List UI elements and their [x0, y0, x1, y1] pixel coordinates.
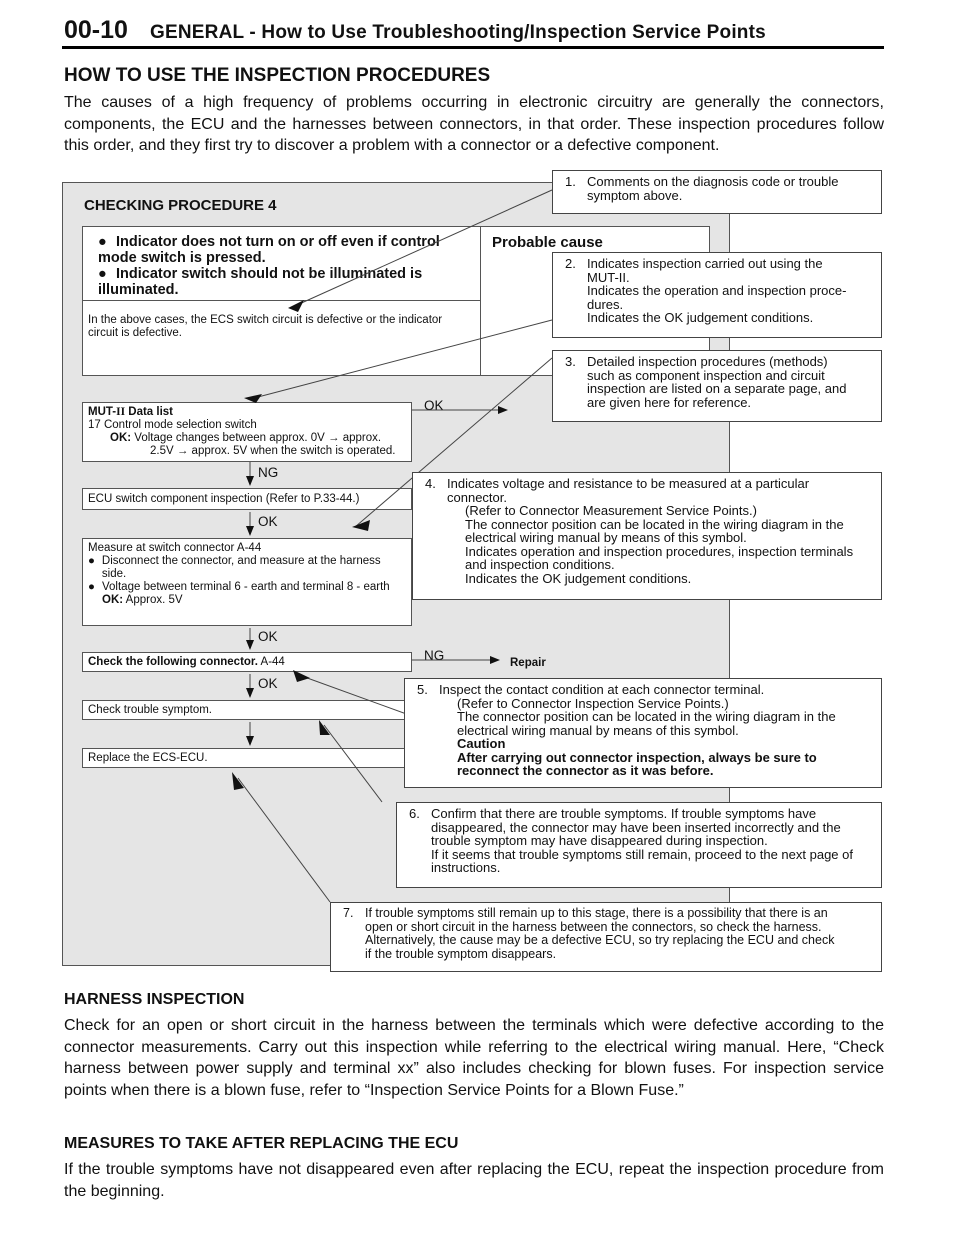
- callout-text: inspection are listed on a separate page, and: [587, 381, 847, 396]
- callout-text: if the trouble symptom disappears.: [365, 946, 557, 961]
- check-connector-label: Check the following connector.: [88, 656, 258, 668]
- leader-line-5: [299, 675, 412, 716]
- arrowhead-7: [232, 772, 244, 790]
- callout-text: Comments on the diagnosis code or trouble: [587, 174, 839, 189]
- flow-ok-3: OK: [258, 629, 278, 644]
- arrowhead-flow-1: [246, 476, 254, 486]
- data-list-label: Data list: [125, 406, 173, 418]
- callout-text: Detailed inspection procedures (methods): [587, 354, 828, 369]
- page-code: 00-10: [64, 16, 128, 44]
- ok-line-2: 2.5V → approx. 5V when the switch is operated.: [150, 445, 396, 457]
- section-body-inspection-procedures: The causes of a high frequency of problems occurring in electronic circuitry are generally the connectors, components, the ECU and the harnesses between connectors, in that order. These inspection procedures follow this order, and they first try to discover a problem with a connector or a defective component.: [64, 94, 884, 154]
- flow-ok-2: OK: [258, 514, 278, 529]
- section-heading-after-ecu: MEASURES TO TAKE AFTER REPLACING THE ECU: [64, 1135, 459, 1152]
- callout-text: MUT-II.: [587, 269, 630, 285]
- mut-roman: II: [116, 406, 126, 418]
- measure-ok-label: OK:: [102, 594, 124, 606]
- connector-id: A-44: [260, 656, 285, 668]
- measure-box: Measure at switch connector A-44 ● Disconnect the connector, and measure at the harness side. ● Voltage between terminal 6 - earth and terminal 8 - earth OK: Approx. 5V: [82, 538, 412, 626]
- arrowhead-flow-4: [246, 688, 254, 698]
- callout-4: [412, 472, 882, 600]
- callout-text: If it seems that trouble symptoms still remain, proceed to the next page of: [431, 846, 853, 862]
- symptom-text-2: Indicator switch should not be illuminated is illuminated.: [98, 266, 423, 298]
- measure-ok-value: Approx. 5V: [125, 594, 183, 606]
- callout-text: electrical wiring manual by means of this symbol.: [457, 722, 739, 738]
- callout-text: connector.: [447, 489, 507, 505]
- arrowhead-2: [244, 394, 262, 403]
- caution-text: reconnect the connector as it was before.: [457, 763, 714, 778]
- leader-line-2: [258, 320, 552, 397]
- flow-ok-4: OK: [258, 676, 278, 691]
- callout-3: [552, 350, 882, 422]
- leader-line-7: [238, 778, 330, 902]
- callout-text: Indicates inspection carried out using the: [587, 256, 823, 271]
- callout-text: The connector position can be located in the wiring diagram in the: [465, 516, 844, 532]
- probable-cause-label: Probable cause: [492, 234, 603, 251]
- callout-number: 3.: [565, 354, 576, 369]
- mut-item: 17 Control mode selection switch: [88, 419, 257, 431]
- flow-ok-1: OK: [424, 398, 444, 413]
- callout-text: (Refer to Connector Inspection Service Points.): [457, 695, 729, 711]
- ecu-inspection-box: ECU switch component inspection (Refer to P.33-44.): [82, 488, 412, 510]
- callout-5: [404, 678, 882, 788]
- callout-text: disappeared, the connector may have been inserted incorrectly and the: [431, 819, 841, 835]
- replace-ecu-box: Replace the ECS-ECU.: [82, 748, 412, 768]
- callout-text: If trouble symptoms still remain up to this stage, there is a possibility that there is an: [365, 906, 828, 920]
- callout-7: [330, 902, 882, 972]
- callout-1: [552, 170, 882, 214]
- arrowhead-ng: [490, 656, 500, 664]
- arrowhead-flow-2: [246, 526, 254, 536]
- caution-label: Caution: [457, 736, 506, 751]
- arrowhead-1: [288, 300, 304, 312]
- callout-text: Indicates the OK judgement conditions.: [465, 570, 692, 586]
- arrowhead-flow-3: [246, 640, 254, 650]
- arrowhead-6: [319, 720, 330, 735]
- arrowhead-5: [293, 670, 310, 682]
- measure-bullet-1: Disconnect the connector, and measure at the harness side.: [101, 555, 381, 580]
- callout-number: 7.: [343, 906, 354, 920]
- section-body-after-ecu: If the trouble symptoms have not disappeared even after replacing the ECU, repeat the inspection procedure from the beginning.: [64, 1161, 884, 1200]
- callout-text: (Refer to Connector Measurement Service Points.): [465, 503, 757, 518]
- callout-text: Confirm that there are trouble symptoms. If trouble symptoms have: [431, 806, 817, 821]
- callout-text: Alternatively, the cause may be a defective ECU, so try replacing the ECU and check: [365, 933, 835, 947]
- callout-text: open or short circuit in the harness between the connectors, so check the harness.: [365, 919, 822, 934]
- callout-number: 6.: [409, 806, 420, 821]
- callout-text: Indicates voltage and resistance to be measured at a particular: [447, 476, 810, 491]
- flow-ng-1: NG: [258, 465, 279, 480]
- callout-number: 2.: [565, 256, 576, 271]
- callout-text: symptom above.: [587, 187, 683, 203]
- callout-text: Inspect the contact condition at each connector terminal.: [439, 682, 765, 697]
- callout-text: electrical wiring manual by means of this symbol.: [465, 530, 747, 545]
- check-symptom-box: Check trouble symptom.: [82, 700, 412, 720]
- measure-bullet-2: Voltage between terminal 6 - earth and terminal 8 - earth: [102, 581, 390, 593]
- callout-text: trouble symptom may have disappeared during inspection.: [431, 833, 768, 848]
- cause-comment: In the above cases, the ECS switch circuit is defective or the indicator circuit is defective.: [88, 314, 443, 339]
- leader-line-6: [324, 725, 382, 802]
- flow-repair: Repair: [510, 657, 546, 669]
- leader-line-1: [297, 190, 552, 305]
- callout-text: Indicates operation and inspection procedures, inspection terminals: [465, 543, 854, 559]
- page-title: GENERAL - How to Use Troubleshooting/Inspection Service Points: [150, 22, 766, 43]
- procedure-title: CHECKING PROCEDURE 4: [84, 197, 277, 214]
- flow-ng-2: NG: [424, 648, 445, 663]
- callout-number: 4.: [425, 476, 436, 491]
- section-body-harness: Check for an open or short circuit in the harness between the terminals which were defective according to the connector measurements. Carry out this inspection while referring to the electrical wiring manual. Here, “Check harness between power supply and terminal xx” also includes checking for blown fuses. For inspection service points when there is a blown fuse, refer to “Inspection Service Points for a Blown Fuse.”: [64, 1017, 884, 1099]
- callout-text: are given here for reference.: [587, 394, 752, 410]
- symptom-text-1: Indicator does not turn on or off even if control mode switch is pressed.: [98, 234, 440, 266]
- callout-number: 1.: [565, 174, 576, 189]
- callout-text: Indicates the OK judgement conditions.: [587, 310, 814, 325]
- mut-label: MUT-: [88, 406, 117, 418]
- section-heading-harness: HARNESS INSPECTION: [64, 991, 245, 1008]
- callout-6: [396, 802, 882, 888]
- arrowhead-ok: [498, 406, 508, 414]
- callout-text: The connector position can be located in the wiring diagram in the: [457, 709, 836, 724]
- callout-text: and inspection conditions.: [465, 557, 615, 572]
- arrowhead-flow-5: [246, 736, 254, 746]
- caution-text: After carrying out connector inspection, always be sure to: [457, 749, 817, 765]
- section-heading-inspection-procedures: HOW TO USE THE INSPECTION PROCEDURES: [64, 65, 491, 86]
- measure-line: Measure at switch connector A-44: [88, 542, 262, 554]
- callout-2: [552, 252, 882, 338]
- callout-number: 5.: [417, 682, 428, 697]
- callout-text: instructions.: [431, 860, 501, 875]
- callout-text: Indicates the operation and inspection proce-: [587, 283, 847, 298]
- ok-line-1: Voltage changes between approx. 0V → approx.: [134, 432, 382, 444]
- callout-text: dures.: [587, 296, 624, 312]
- ok-label: OK:: [110, 432, 132, 444]
- callout-text: such as component inspection and circuit: [587, 367, 825, 383]
- symptom-bullet: ● Indicator does not turn on or off even if control mode switch is pressed. ● Indicator switch should not be illuminated is illuminated.: [98, 234, 440, 298]
